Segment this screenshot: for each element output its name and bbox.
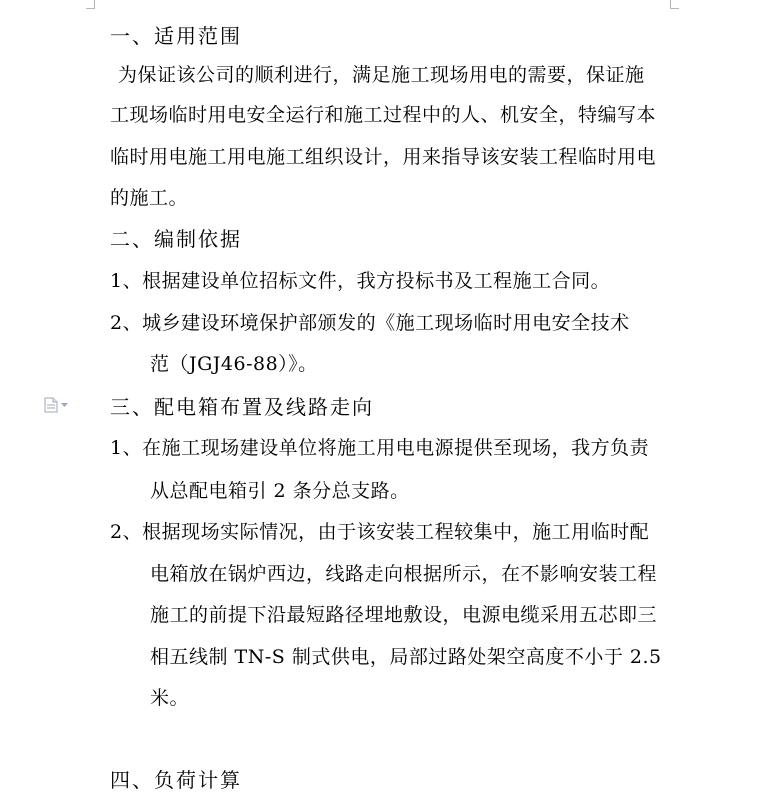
paragraph-line: 工现场临时用电安全运行和施工过程中的人、机安全，特编写本 [110,104,657,126]
paragraph-line: 的施工。 [110,187,189,209]
document-icon [44,397,58,413]
section-heading-layout: 三、配电箱布置及线路走向 [110,395,374,419]
list-item-continuation: 从总配电箱引 2 条分总支路。 [150,480,410,502]
list-item-continuation: 相五线制 TN-S 制式供电，局部过路处架空高度不小于 2.5 [150,646,662,668]
page-corner-mark-left [86,0,95,9]
paragraph-line: 为保证该公司的顺利进行，满足施工现场用电的需要，保证施 [118,64,645,86]
list-item-continuation: 电箱放在锅炉西边，线路走向根据所示，在不影响安装工程 [150,563,658,585]
list-item-continuation: 范（JGJ46-88）》。 [150,353,318,375]
list-item-line: 2、根据现场实际情况，由于该安装工程较集中，施工用临时配 [110,521,650,543]
section-heading-scope: 一、适用范围 [110,24,242,48]
page-corner-mark-right [670,0,679,9]
document-paragraph-icon[interactable] [44,397,72,413]
chevron-down-icon [61,403,68,408]
section-heading-basis: 二、编制依据 [110,227,242,251]
list-item-line: 1、根据建设单位招标文件，我方投标书及工程施工合同。 [110,270,611,292]
list-item-line: 2、城乡建设环境保护部颁发的《施工现场临时用电安全技术 [110,312,630,334]
list-item-continuation: 米。 [150,687,190,709]
section-heading-load: 四、负荷计算 [110,768,242,792]
list-item-line: 1、在施工现场建设单位将施工用电电源提供至现场，我方负责 [110,437,650,459]
paragraph-line: 临时用电施工用电施工组织设计，用来指导该安装工程临时用电 [110,146,657,168]
list-item-continuation: 施工的前提下沿最短路径埋地敷设，电源电缆采用五芯即三 [150,604,658,626]
